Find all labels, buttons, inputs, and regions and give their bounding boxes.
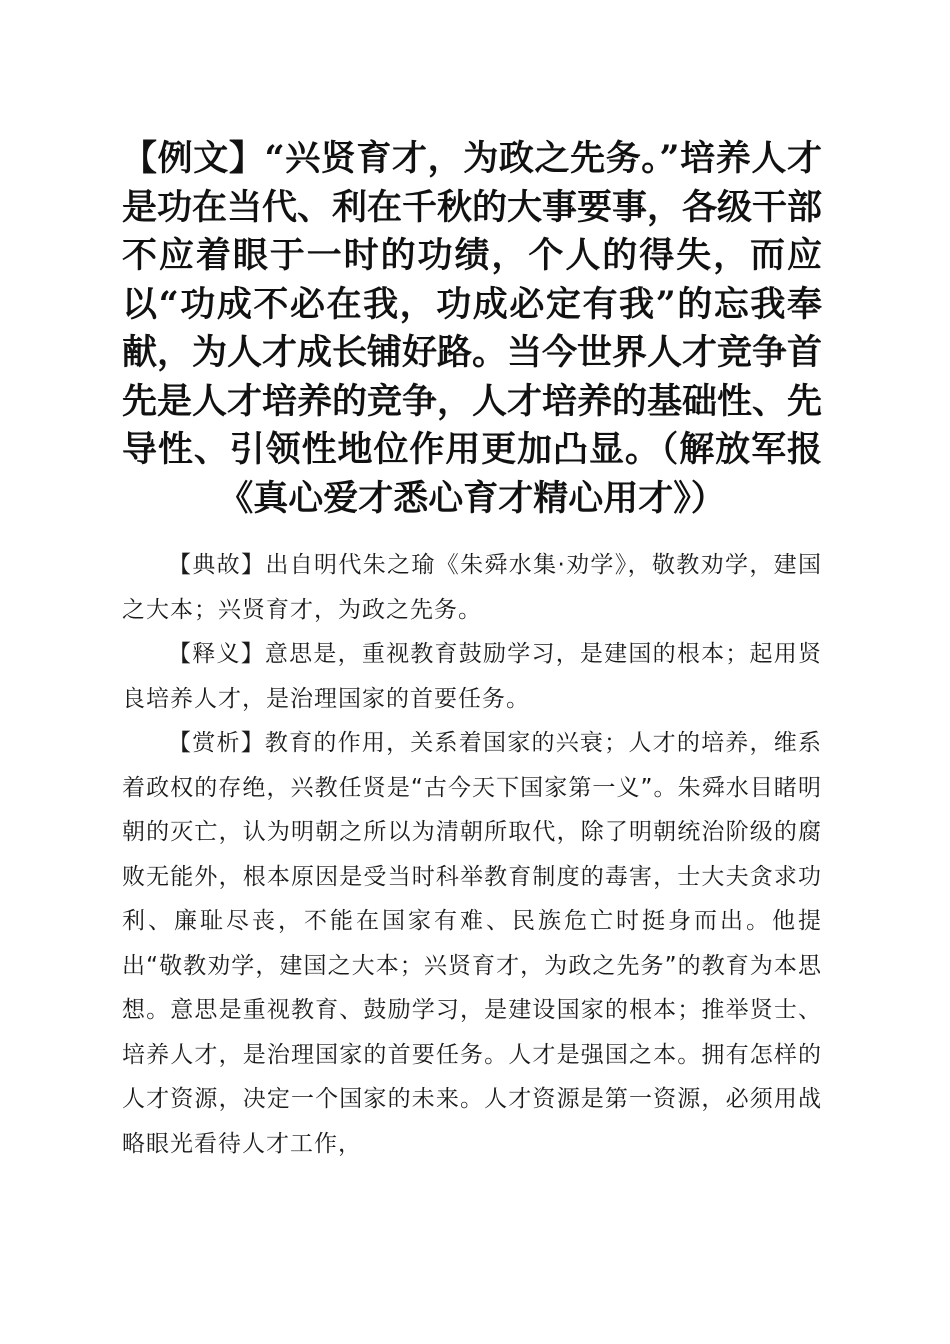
allusion-paragraph: 【典故】出自明代朱之瑜《朱舜水集·劝学》，敬教劝学，建国之大本；兴贤育才，为政之先务。	[122, 552, 822, 623]
example-paragraph: 【例文】“兴贤育才，为政之先务。”培养人才是功在当代、利在千秋的大事要事，各级干部不应着眼于一时的功绩，个人的得失，而应以“功成不必在我，功成必定有我”的忘我奉献，为人才成长铺好路。当今世界人才竞争首先是人才培养的竞争，人才培养的基础性、先导性、引领性地位作用更加凸显。（解放军报《真心爱才悉心育才精心用才》）	[122, 138, 823, 519]
analysis-paragraph: 【赏析】教育的作用，关系着国家的兴衰；人才的培养，维系着政权的存绝，兴教任贤是“古今天下国家第一义”。朱舜水目睹明朝的灭亡，认为明朝之所以为清朝所取代，除了明朝统治阶级的腐败无能外，根本原因是受当时科举教育制度的毒害，士大夫贪求功利、廉耻尽丧，不能在国家有难、民族危亡时挺身而出。他提出“敬教劝学，建国之大本；兴贤育才，为政之先务”的教育为本思想。意思是重视教育、鼓励学习，是建设国家的根本；推举贤士、培养人才，是治理国家的首要任务。人才是强国之本。拥有怎样的人才资源，决定一个国家的未来。人才资源是第一资源，必须用战略眼光看待人才工作，	[122, 730, 822, 1157]
commentary-section	[122, 543, 822, 1166]
meaning-paragraph: 【释义】意思是，重视教育鼓励学习，是建国的根本；起用贤良培养人才，是治理国家的首要任务。	[122, 641, 822, 712]
